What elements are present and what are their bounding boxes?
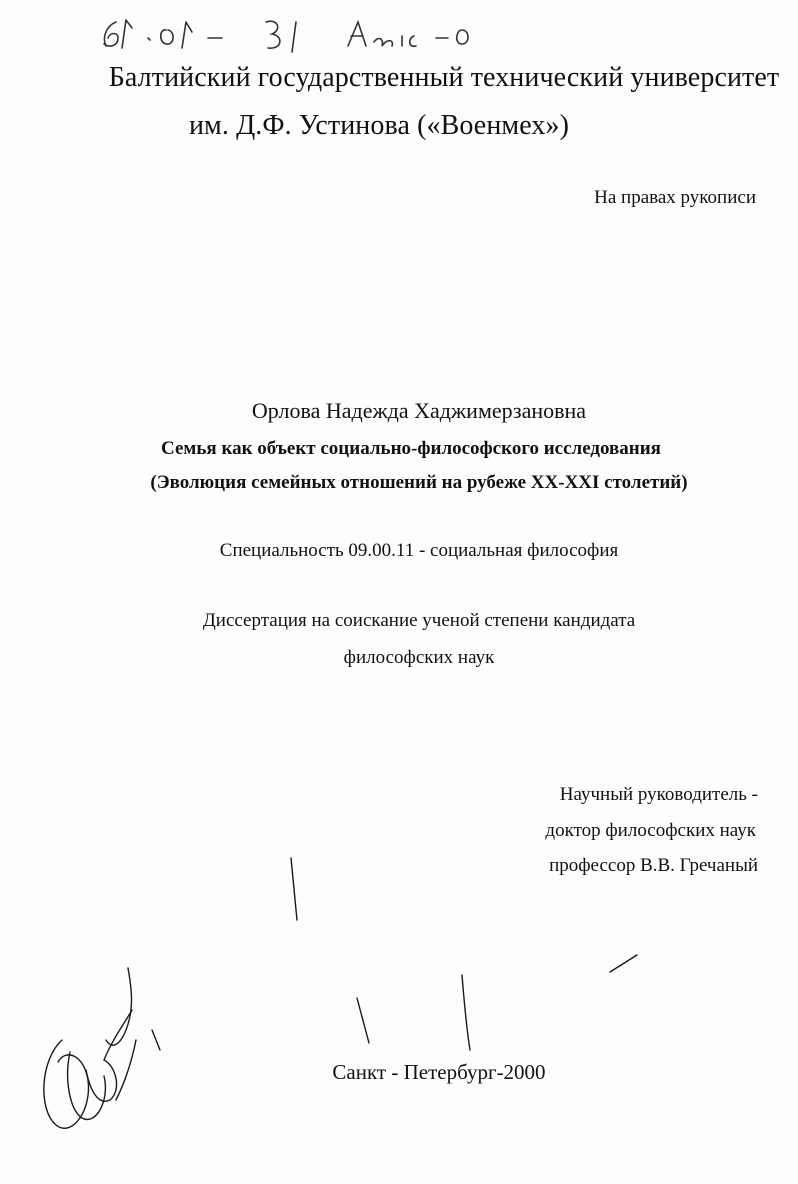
specialty: Специальность 09.00.11 - социальная философия (219, 540, 619, 561)
place-and-year: Санкт - Петербург-2000 (332, 1060, 546, 1084)
author-name: Орлова Надежда Хаджимерзановна (251, 398, 587, 423)
university-subtitle: им. Д.Ф. Устинова («Военмех») (188, 110, 570, 141)
university-name: Балтийский государственный технический университет (108, 62, 780, 93)
advisor-degree: доктор философских наук (545, 820, 756, 841)
handwritten-archive-note (96, 8, 486, 68)
rights-notice: На правах рукописи (594, 187, 756, 208)
advisor-role: Научный руководитель - (559, 784, 758, 805)
degree-statement-line2: философских наук (343, 647, 495, 668)
advisor-name: профессор В.В. Гречаный (549, 855, 758, 876)
dissertation-title: Семья как объект социально-философского исследования (161, 438, 661, 459)
degree-statement-line1: Диссертация на соискание ученой степени кандидата (202, 610, 636, 631)
dissertation-subtitle: (Эволюция семейных отношений на рубеже XX-XXI столетий) (150, 472, 688, 493)
